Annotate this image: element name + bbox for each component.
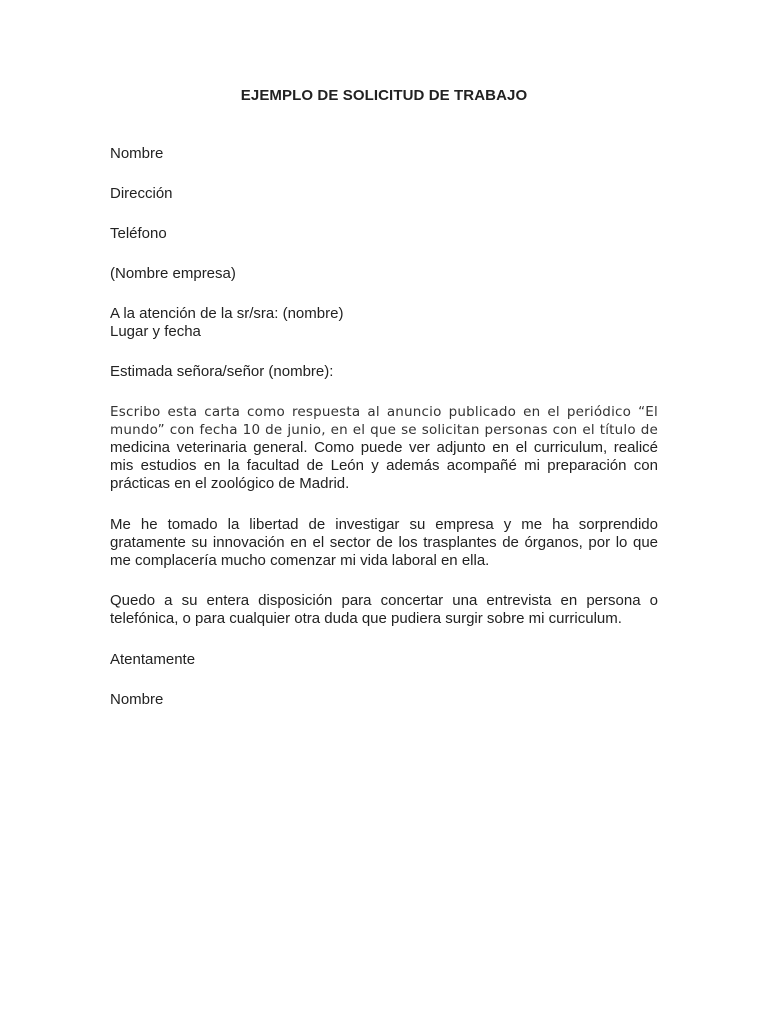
paragraph-1-line-2: mundo” con fecha 10 de junio, en el que se solicitan personas con el título de (110, 422, 658, 438)
document-title: EJEMPLO DE SOLICITUD DE TRABAJO (240, 87, 528, 104)
salutation-line: Estimada señora/señor (nombre): (110, 363, 334, 380)
place-date-line: Lugar y fecha (110, 323, 201, 340)
paragraph-3-line-2: telefónica, o para cualquier otra duda que pudiera surgir sobre mi curriculum. (110, 610, 622, 627)
paragraph-1-line-5: prácticas en el zoológico de Madrid. (110, 475, 350, 492)
paragraph-2 (110, 516, 658, 570)
paragraph-2-line-2: gratamente su innovación en el sector de los trasplantes de órganos, por lo que (110, 534, 658, 551)
company-name-line: (Nombre empresa) (110, 265, 236, 282)
paragraph-1 (110, 403, 658, 493)
paragraph-3 (110, 592, 658, 628)
sender-name-line: Nombre (110, 145, 164, 162)
sender-address-line: Dirección (110, 185, 173, 202)
signature-line: Nombre (110, 691, 164, 708)
paragraph-2-line-1: Me he tomado la libertad de investigar su empresa y me ha sorprendido (110, 516, 658, 533)
sender-phone-line: Teléfono (110, 225, 167, 242)
paragraph-2-line-3: me complacería mucho comenzar mi vida laboral en ella. (110, 552, 490, 569)
closing-line: Atentamente (110, 651, 196, 668)
paragraph-1-line-3: medicina veterinaria general. Como puede ver adjunto en el curriculum, realicé (110, 439, 658, 456)
attention-line: A la atención de la sr/sra: (nombre) (110, 305, 344, 322)
paragraph-3-line-1: Quedo a su entera disposición para concertar una entrevista en persona o (110, 592, 658, 609)
paragraph-1-line-4: mis estudios en la facultad de León y además acompañé mi preparación con (110, 457, 658, 474)
paragraph-1-line-1: Escribo esta carta como respuesta al anuncio publicado en el periódico “El (110, 404, 658, 420)
